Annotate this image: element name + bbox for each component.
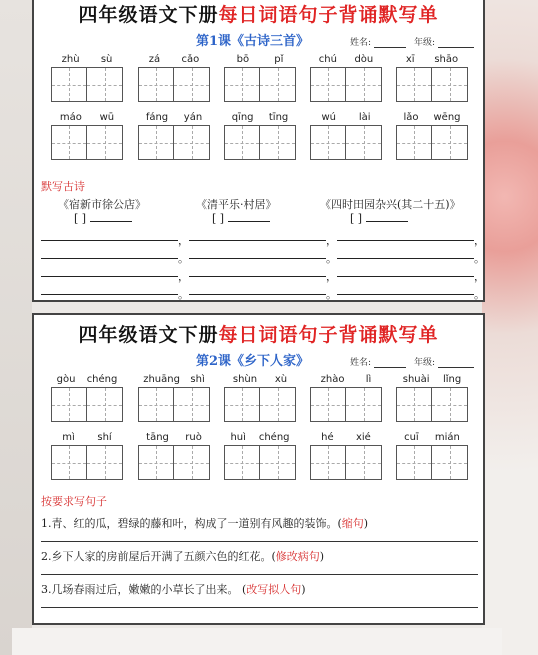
pinyin: zhào <box>320 374 345 385</box>
author-bracket: [ ] <box>350 212 363 225</box>
writing-cell[interactable] <box>346 445 382 480</box>
writing-cell[interactable] <box>138 445 174 480</box>
sentence-question <box>41 548 324 564</box>
writing-cell[interactable] <box>174 387 210 422</box>
pinyin: tīng <box>268 112 289 123</box>
pinyin: huì <box>230 432 246 443</box>
writing-cell[interactable] <box>260 67 296 102</box>
background-flower <box>482 0 538 655</box>
writing-cell[interactable] <box>87 67 123 102</box>
writing-cell[interactable] <box>432 125 468 160</box>
author-blank[interactable] <box>212 212 270 225</box>
pinyin: xī <box>405 54 415 65</box>
punct-comma: ， <box>326 270 337 283</box>
writing-cell[interactable] <box>396 445 432 480</box>
writing-cell[interactable] <box>396 387 432 422</box>
pinyin: lǐng <box>443 374 462 385</box>
sheet-title <box>34 320 483 347</box>
sentence-task: 修改病句 <box>275 550 320 563</box>
sentence-task: 缩句 <box>341 517 364 530</box>
pinyin: xié <box>355 432 371 443</box>
pinyin: máo <box>59 112 82 123</box>
writing-cell[interactable] <box>260 445 296 480</box>
punct-period: 。 <box>474 288 485 301</box>
punct-period: 。 <box>178 252 189 265</box>
pinyin: yán <box>183 112 203 123</box>
poem-line[interactable] <box>337 294 474 295</box>
writing-cell[interactable] <box>432 445 468 480</box>
writing-cell[interactable] <box>138 125 174 160</box>
name-label: 姓名: <box>350 38 372 48</box>
poem-line[interactable] <box>189 276 326 277</box>
poem-line[interactable] <box>337 240 474 241</box>
writing-cell[interactable] <box>346 125 382 160</box>
pinyin: shùn <box>232 374 258 385</box>
writing-cell[interactable] <box>224 125 260 160</box>
page-bottom-margin <box>12 628 502 655</box>
writing-cell[interactable] <box>432 387 468 422</box>
title-red-part: 每日词语句子背诵默写单 <box>218 324 439 346</box>
answer-line[interactable] <box>41 607 478 608</box>
writing-cell[interactable] <box>51 387 87 422</box>
grade-label: 年级: <box>414 38 436 48</box>
pinyin: shuài <box>402 374 430 385</box>
pinyin: chéng <box>86 374 118 385</box>
sheet-title <box>34 0 483 27</box>
pinyin: lì <box>365 374 372 385</box>
pinyin: chéng <box>258 432 290 443</box>
pinyin: cuī <box>404 432 419 443</box>
lesson-title: 第2课《乡下人家》 <box>196 354 310 369</box>
pinyin: mì <box>62 432 75 443</box>
grade-label: 年级: <box>414 358 436 368</box>
pinyin: sù <box>100 54 113 65</box>
pinyin: fáng <box>145 112 169 123</box>
pinyin: gòu <box>56 374 76 385</box>
sentence-close: ) <box>301 583 306 596</box>
writing-cell[interactable] <box>87 387 123 422</box>
pinyin: zá <box>148 54 161 65</box>
author-line <box>228 214 270 222</box>
pinyin: qīng <box>231 112 254 123</box>
writing-cell[interactable] <box>396 67 432 102</box>
poem-line[interactable] <box>189 258 326 259</box>
writing-cell[interactable] <box>87 125 123 160</box>
grade-field[interactable] <box>414 355 474 368</box>
pinyin: pǐ <box>274 54 284 65</box>
title-black-part: 四年级语文下册 <box>78 4 219 26</box>
poem-title: 《四时田园杂兴(其二十五)》 <box>320 198 461 211</box>
writing-cell[interactable] <box>260 125 296 160</box>
writing-cell[interactable] <box>87 445 123 480</box>
pinyin: zhù <box>61 54 80 65</box>
punct-comma: ， <box>474 234 485 247</box>
section-heading-sentences: 按要求写句子 <box>41 495 107 508</box>
pinyin: wú <box>321 112 336 123</box>
punct-comma: ， <box>474 270 485 283</box>
punct-period: 。 <box>326 252 337 265</box>
answer-line[interactable] <box>41 541 478 542</box>
sentence-text: 2.乡下人家的房前屋后开满了五颜六色的红花。( <box>41 550 276 563</box>
pinyin: dòu <box>354 54 374 65</box>
pinyin: chú <box>318 54 337 65</box>
writing-cell[interactable] <box>310 387 346 422</box>
poem-title: 《宿新市徐公店》 <box>58 198 146 211</box>
sentence-text: 1.青、红的瓜，碧绿的藤和叶，构成了一道别有风趣的装饰。( <box>41 517 342 530</box>
sentence-close: ) <box>363 517 369 530</box>
name-line <box>374 40 406 48</box>
name-field[interactable] <box>350 355 406 368</box>
pinyin: lài <box>358 112 371 123</box>
writing-cell[interactable] <box>174 67 210 102</box>
pinyin: shì <box>190 374 205 385</box>
grade-line <box>438 360 474 368</box>
worksheet-lesson-2 <box>32 313 485 625</box>
sentence-text: 3.几场春雨过后，嫩嫩的小草长了出来。 ( <box>41 583 247 596</box>
background-left <box>0 0 32 655</box>
writing-cell[interactable] <box>346 67 382 102</box>
writing-cell[interactable] <box>138 67 174 102</box>
pinyin: cǎo <box>181 54 200 65</box>
pinyin: wū <box>99 112 115 123</box>
punct-comma: ， <box>178 234 189 247</box>
poem-line[interactable] <box>41 258 178 259</box>
pinyin: hé <box>321 432 334 443</box>
writing-cell[interactable] <box>260 387 296 422</box>
grade-line <box>438 40 474 48</box>
pinyin: shāo <box>434 54 459 65</box>
author-line <box>366 214 408 222</box>
name-line <box>374 360 406 368</box>
poem-title: 《清平乐·村居》 <box>196 198 277 211</box>
author-blank[interactable] <box>350 212 408 225</box>
lesson-title: 第1课《古诗三首》 <box>196 34 310 49</box>
writing-cell[interactable] <box>224 67 260 102</box>
punct-period: 。 <box>178 288 189 301</box>
writing-cell[interactable] <box>224 387 260 422</box>
author-bracket: [ ] <box>212 212 225 225</box>
writing-cell[interactable] <box>346 387 382 422</box>
writing-cell[interactable] <box>51 445 87 480</box>
sentence-question <box>41 515 368 531</box>
pinyin: mián <box>434 432 460 443</box>
pinyin: shí <box>97 432 112 443</box>
name-label: 姓名: <box>350 358 372 368</box>
title-black-part: 四年级语文下册 <box>78 324 219 346</box>
writing-cell[interactable] <box>138 387 174 422</box>
pinyin: ruò <box>185 432 202 443</box>
pinyin: zhuāng <box>143 374 180 385</box>
writing-cell[interactable] <box>51 125 87 160</box>
poem-line[interactable] <box>189 294 326 295</box>
section-heading-poems: 默写古诗 <box>41 180 85 193</box>
writing-cell[interactable] <box>224 445 260 480</box>
sentence-question <box>41 581 306 597</box>
punct-comma: ， <box>178 270 189 283</box>
poem-line[interactable] <box>337 276 474 277</box>
writing-cell[interactable] <box>432 67 468 102</box>
pinyin: lǎo <box>403 112 419 123</box>
name-field[interactable] <box>350 35 406 48</box>
author-blank[interactable] <box>74 212 132 225</box>
poem-line[interactable] <box>337 258 474 259</box>
poem-line[interactable] <box>41 276 178 277</box>
writing-cell[interactable] <box>51 67 87 102</box>
author-line <box>90 214 132 222</box>
pinyin: wēng <box>433 112 461 123</box>
writing-cell[interactable] <box>310 125 346 160</box>
worksheet-lesson-1 <box>32 0 485 302</box>
sentence-close: ) <box>319 550 325 563</box>
poem-line[interactable] <box>41 294 178 295</box>
punct-period: 。 <box>474 252 485 265</box>
writing-cell[interactable] <box>174 125 210 160</box>
title-red-part: 每日词语句子背诵默写单 <box>218 4 439 26</box>
punct-comma: ， <box>326 234 337 247</box>
pinyin: tāng <box>146 432 169 443</box>
poem-line[interactable] <box>189 240 326 241</box>
pinyin: bō <box>236 54 250 65</box>
sentence-task: 改写拟人句 <box>246 583 302 596</box>
writing-cell[interactable] <box>310 67 346 102</box>
writing-cell[interactable] <box>310 445 346 480</box>
punct-period: 。 <box>326 288 337 301</box>
poem-line[interactable] <box>41 240 178 241</box>
writing-cell[interactable] <box>174 445 210 480</box>
pinyin: xù <box>274 374 288 385</box>
grade-field[interactable] <box>414 35 474 48</box>
author-bracket: [ ] <box>74 212 87 225</box>
writing-cell[interactable] <box>396 125 432 160</box>
answer-line[interactable] <box>41 574 478 575</box>
